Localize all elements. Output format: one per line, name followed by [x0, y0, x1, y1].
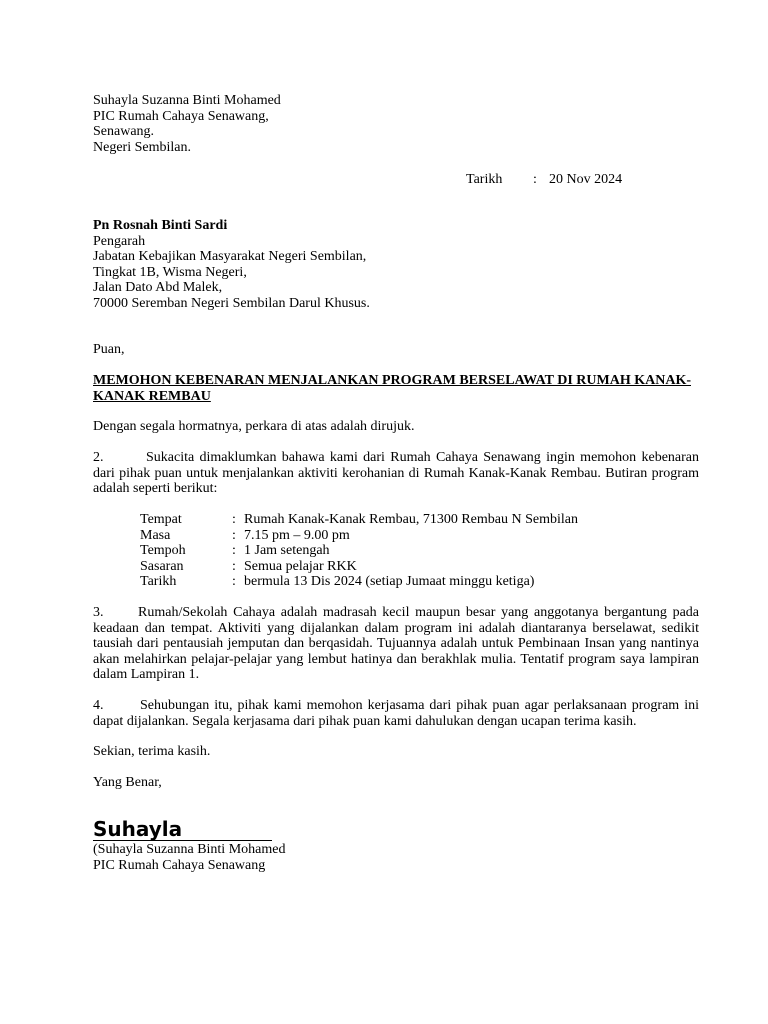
date-value: 20 Nov 2024 [549, 172, 623, 187]
letter-subject: MEMOHON KEBENARAN MENJALANKAN PROGRAM BERSELAWAT DI RUMAH KANAK-KANAK REMBAU [93, 373, 691, 404]
program-details [140, 512, 578, 590]
detail-key: Sasaran [140, 558, 184, 574]
detail-key: Tarikh [140, 574, 177, 589]
detail-value: bermula 13 Dis 2024 (setiap Jumaat minggu ketiga) [244, 574, 535, 589]
detail-key: Tempat [140, 512, 182, 527]
recipient-address-3: Jalan Dato Abd Malek, [93, 280, 223, 295]
recipient-address-2: Tingkat 1B, Wisma Negeri, [93, 264, 247, 280]
recipient-address-4: 70000 Seremban Negeri Sembilan Darul Khusus. [93, 295, 370, 311]
paragraph-3-number: 3. [93, 605, 104, 620]
paragraph-2 [93, 450, 699, 497]
salutation: Puan, [93, 342, 125, 357]
recipient-title: Pengarah [93, 233, 146, 249]
date-colon: : [533, 172, 537, 187]
paragraph-2-text: Sukacita dimaklumkan bahawa kami dari Rumah Cahaya Senawang ingin memohon kebenaran dari pihak puan untuk menjalankan aktiviti kerohanian di Rumah Kanak-Kanak Rembau. Butiran program adalah seperti berikut: [93, 450, 699, 496]
signature-block [93, 842, 285, 873]
opening-paragraph: Dengan segala hormatnya, perkara di atas adalah dirujuk. [93, 419, 415, 434]
detail-colon: : [232, 543, 236, 558]
detail-row [140, 574, 578, 590]
closing-thanks: Sekian, terima kasih. [93, 744, 211, 759]
detail-colon: : [232, 558, 236, 574]
detail-colon: : [232, 574, 236, 589]
detail-colon: : [232, 527, 236, 543]
detail-value: Semua pelajar RKK [244, 558, 357, 574]
recipient-block [93, 218, 370, 311]
letter-date [466, 172, 622, 188]
recipient-address-1: Jabatan Kebajikan Masyarakat Negeri Sembilan, [93, 249, 367, 264]
detail-key: Tempoh [140, 543, 186, 558]
detail-row [140, 543, 578, 559]
detail-colon: : [232, 512, 236, 527]
detail-value: Rumah Kanak-Kanak Rembau, 71300 Rembau N Sembilan [244, 512, 578, 527]
paragraph-4 [93, 698, 699, 729]
paragraph-2-number: 2. [93, 450, 104, 465]
paragraph-3-text: Rumah/Sekolah Cahaya adalah madrasah kecil maupun besar yang anggotanya bergantung pada keadaan dan tempat. Aktiviti yang dijalankan dalam program ini adalah diantaranya berselawat, sedikit tausiah dari pentausiah jemputan dan berqasidah. Tujuannya adalah untuk Pembinaan Insan yang nantinya akan melahirkan pelajar-pelajar yang lembut hatinya dan berakhlak mulia. Tentatif program saya lampiran dalam Lampiran 1. [93, 605, 699, 682]
detail-key: Masa [140, 527, 171, 543]
signatory-name: (Suhayla Suzanna Binti Mohamed [93, 842, 286, 857]
sender-state: Negeri Sembilan. [93, 139, 191, 155]
sender-town: Senawang. [93, 124, 155, 139]
signature: Suhayla [93, 818, 272, 841]
detail-value: 7.15 pm – 9.00 pm [244, 527, 350, 543]
sender-name: Suhayla Suzanna Binti Mohamed [93, 93, 281, 108]
paragraph-4-text: Sehubungan itu, pihak kami memohon kerjasama dari pihak puan agar perlaksanaan program ini dapat dijalankan. Segala kerjasama dari pihak puan kami dahulukan dengan ucapan terima kasih. [93, 698, 699, 729]
recipient-name: Pn Rosnah Binti Sardi [93, 218, 228, 233]
sender-org: PIC Rumah Cahaya Senawang, [93, 108, 269, 124]
detail-row [140, 559, 578, 575]
date-label: Tarikh [466, 172, 503, 187]
closing-yours: Yang Benar, [93, 775, 162, 790]
detail-value: 1 Jam setengah [244, 543, 330, 558]
paragraph-3 [93, 605, 699, 683]
sender-block [93, 93, 699, 155]
detail-row [140, 528, 578, 544]
signatory-title: PIC Rumah Cahaya Senawang [93, 857, 266, 873]
detail-row [140, 512, 578, 528]
paragraph-4-number: 4. [93, 698, 104, 713]
